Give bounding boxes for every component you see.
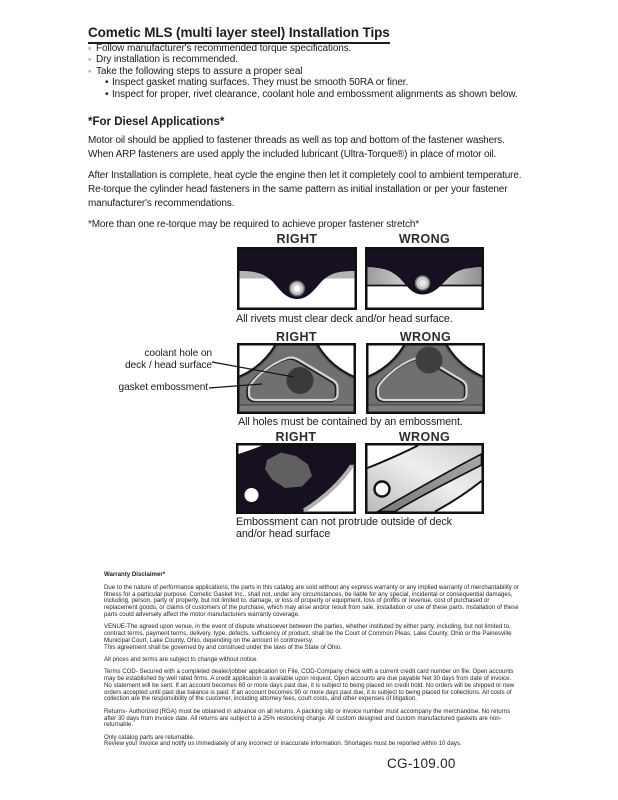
gasket-embossment-callout: gasket embossment [118,382,208,393]
list-item [88,66,538,77]
fig1-right-image [237,247,357,310]
fig2-wrong-label: WRONG [399,330,452,344]
disclaimer-title: Warranty Disclaimer* [104,571,166,578]
disclaimer-paragraph: Due to the nature of performance applications, the parts in this catalog are sold without any express warranty or any implied warranty of merchantability or fitness for a particular purpose. Cometic Gasket Inc., shall not, under any circumstances, be liable for any special, incidental or consequential damages, including, person, party or property, but not limited to, damage, or loss of property or equipment, loss of profits or revenue, cost of purchased or replacement goods, or claims of customers of the purchase, which may arise and/or result from sale, installation or use of these parts. Installation of these parts could adversely affect the motor manufacturers warranty coverage. [104,583,519,618]
bolt-hole [375,482,390,497]
list-item [88,43,538,54]
callout-leader-lines [205,352,305,394]
disclaimer-paragraph: All prices and terms are subject to change without notice. [104,655,259,663]
bullet-icon: ◦ [88,65,92,76]
fig2-wrong-image [366,343,485,414]
fig1-wrong-image [365,247,484,310]
fig3-right-image [236,443,356,514]
page-title: Cometic MLS (multi layer steel) Installation Tips [88,25,390,44]
disclaimer-paragraph: Returns- Authorized (RGA) must be obtained in advance on all returns. A packing slip or invoice number must accompany the merchandise. No returns after 30 days from invoice date. All returns are subject to a 25% restocking charge. All custom designed and custom manufactured gaskets are non-returnable. [104,707,511,729]
fig3-caption: Embossment can not protrude outside of deck and/or head surface [236,516,452,540]
sub-list-item [105,77,538,88]
fig3-wrong-label: WRONG [398,430,451,444]
fig1-wrong-label: WRONG [398,232,451,246]
bullet-icon: • [105,77,109,89]
fig1-right-label: RIGHT [276,232,318,246]
list-item [88,54,538,65]
warranty-disclaimer [104,572,519,754]
list-item-text: Inspect gasket mating surfaces. They must be smooth 50RA or finer. [112,77,409,89]
bullet-icon: • [105,88,109,100]
fig3-wrong-image [365,443,484,514]
list-item-text: Follow manufacturer's recommended torque specifications. [96,43,352,54]
list-item-text: Dry installation is recommended. [96,54,238,66]
list-item-text: Inspect for proper, rivet clearance, coolant hole and embossment alignments as shown below. [112,88,518,100]
bullet-icon: ◦ [88,54,92,65]
fig3-right-label: RIGHT [275,430,317,444]
disclaimer-paragraph: VENUE-The agreed upon venue, in the event of dispute whatsoever between the parties, whether instituted by either party, including, but not limited to, contract terms, payment terms, delivery, type, defects, sufficiency of product, shall be the Court of Common Pleas, Lake County, Ohio or the Painesville Municipal Court, Lake County, Ohio, depending on the amount in controversy. [104,623,512,644]
document-number: CG-109.00 [387,756,456,771]
coolant-hole [416,347,443,374]
list-item-text: Take the following steps to assure a proper seal [96,65,303,77]
disclaimer-paragraph: Terms COD- Secured with a completed dealer/jobber application on File, COD-Company check with a current credit card number on file. Open accounts may be established by well rated firms. A credit application is available upon request. Open accounts are due payable Net 30 days from date of invoice. No statement will be sent. If an account becomes 60 or more days past due, it is subject to being placed on credit hold. No orders will be shipped or new orders accepted until past due balance is paid. If an account becomes 90 or more days past due, it is subject to being placed for collections. All costs of collection are the responsibility of the customer, including attorney fees, court costs, and other expenses of litigation. [104,668,515,703]
disclaimer-paragraph: Review your invoice and notify us immediately of any incorrect or inaccurate information. Shortages must be reported within 10 days. [104,740,462,748]
disclaimer-paragraph: This agreement shall be governed by and construed under the laws of the State of Ohio. [104,643,342,651]
diesel-applications-heading: *For Diesel Applications* [88,116,225,128]
fig2-right-label: RIGHT [276,330,317,344]
coolant-hole-callout: coolant hole on deck / head surface [124,348,212,371]
disclaimer-paragraph: Only catalog parts are returnable. [104,733,195,741]
installation-tips-list [88,43,538,100]
bullet-icon: ◦ [88,43,92,53]
retorque-note: *More than one re-torque may be required to achieve proper fastener stretch* [88,219,420,230]
fig1-caption: All rivets must clear deck and/or head surface. [236,313,453,325]
sub-list-item [105,89,538,100]
fig2-caption: All holes must be contained by an embossment. [238,416,463,428]
diesel-paragraph-1: Motor oil should be applied to fastener threads as well as top and bottom of the fastener washers. When ARP fasteners are used apply the included lubricant (Ultra-Torque®) in place of motor oil. [88,135,505,160]
bolt-hole [245,488,259,502]
diesel-paragraph-2: After Installation is complete, heat cycle the engine then let it completely cool to ambient temperature. Re-torque the cylinder head fasteners in the same pattern as initial installation or per your fastener manufacturer's recommendations. [88,170,522,209]
